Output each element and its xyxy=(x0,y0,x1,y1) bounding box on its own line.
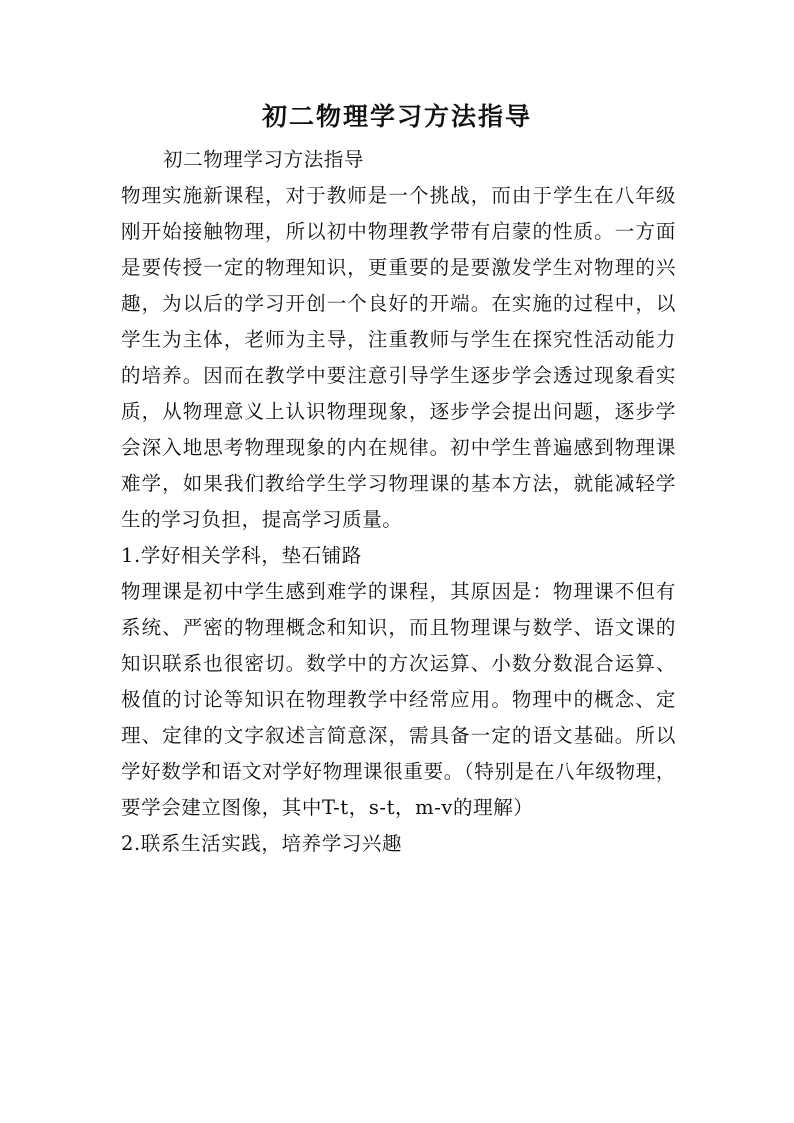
section-heading-1: 1.学好相关学科，垫石铺路 xyxy=(121,544,362,567)
subtitle-line: 初二物理学习方法指导 xyxy=(163,148,365,171)
document-body xyxy=(121,142,676,862)
document-title: 初二物理学习方法指导 xyxy=(261,102,532,131)
section-heading-2: 2.联系生活实践，培养学习兴趣 xyxy=(121,832,403,855)
intro-paragraph: 物理实施新课程，对于教师是一个挑战，而由于学生在八年级刚开始接触物理，所以初中物理教学带有启蒙的性质。一方面是要传授一定的物理知识，更重要的是要激发学生对物理的兴趣，为以后的学习开创一个良好的开端。在实施的过程中，以学生为主体，老师为主导，注重教师与学生在探究性活动能力的培养。因而在教学中要注意引导学生逐步学会透过现象看实质，从物理意义上认识物理现象，逐步学会提出问题，逐步学会深入地思考物理现象的内在规律。初中学生普遍感到物理课难学，如果我们教给学生学习物理课的基本方法，就能减轻学生的学习负担，提高学习质量。 xyxy=(121,184,676,531)
section-paragraph-1: 物理课是初中学生感到难学的课程，其原因是：物理课不但有系统、严密的物理概念和知识，而且物理课与数学、语文课的知识联系也很密切。数学中的方次运算、小数分数混合运算、极值的讨论等知识在物理教学中经常应用。物理中的概念、定理、定律的文字叙述言简意深，需具备一定的语文基础。所以学好数学和语文对学好物理课很重要。（特别是在八年级物理，要学会建立图像，其中T-t，s-t，m-v的理解） xyxy=(121,580,676,819)
